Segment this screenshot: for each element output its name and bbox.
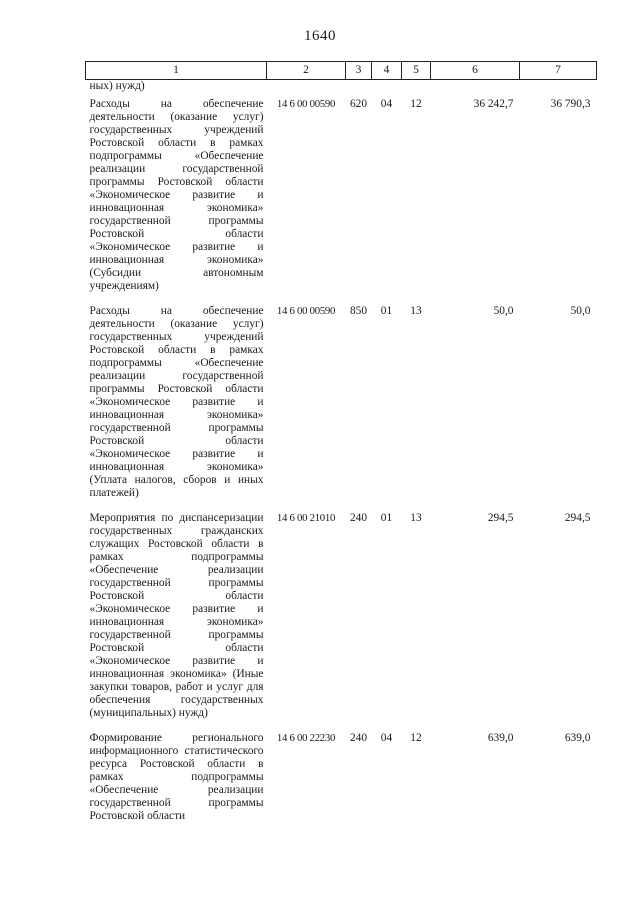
- table-row: [86, 730, 597, 833]
- row-section: 04: [380, 732, 393, 744]
- continuation-row: [86, 80, 597, 97]
- row-sum-2: 639,0: [564, 732, 591, 744]
- row-target-code: 14 6 00 21010: [276, 512, 336, 524]
- continuation-text: ных) нужд): [89, 80, 145, 92]
- row-target-code: 14 6 00 00590: [276, 98, 336, 110]
- row-expense-type: 240: [349, 732, 368, 744]
- row-section: 01: [380, 305, 393, 317]
- row-name: Расходы на обеспечение деятельности (оказание услуг) государственных учреждений Ростовской области в рамках подпрограммы «Обеспечение реализации государственной программы Ростовской области «Экономическое развитие и инновационная экономика» государственной программы Ростовской области «Экономическое развитие и инновационная экономика» (Субсидии автономным учреждениям): [89, 98, 264, 292]
- row-section: 04: [380, 98, 393, 110]
- row-subsection: 13: [410, 305, 422, 317]
- row-subsection: 12: [410, 732, 422, 744]
- header-col-4: 4: [372, 62, 402, 80]
- row-name: Расходы на обеспечение деятельности (оказание услуг) государственных учреждений Ростовской области в рамках подпрограммы «Обеспечение реализации государственной программы Ростовской области «Экономическое развитие и инновационная экономика» государственной программы Ростовской области «Экономическое развитие и инновационная экономика» (Уплата налогов, сборов и иных платежей): [89, 305, 264, 499]
- page-number: 1640: [304, 28, 336, 44]
- row-subsection: 12: [410, 98, 422, 110]
- header-col-2: 2: [267, 62, 346, 80]
- header-row: [86, 62, 597, 80]
- row-name: Мероприятия по диспансеризации государственных гражданских служащих Ростовской области в рамках подпрограммы «Обеспечение реализации государственной программы Ростовской области «Экономическое развитие и инновационная экономика» государственной программы Ростовской области «Экономическое развитие и инновационная экономика» (Иные закупки товаров, работ и услуг для обеспечения государственных (муниципальных) нужд): [89, 512, 264, 719]
- row-section: 01: [380, 512, 393, 524]
- header-col-1: 1: [86, 62, 267, 80]
- header-col-6: 6: [431, 62, 520, 80]
- row-sum-2: 36 790,3: [550, 98, 591, 110]
- row-expense-type: 850: [349, 305, 368, 317]
- budget-table: [85, 61, 597, 833]
- row-sum-1: 36 242,7: [473, 98, 514, 110]
- row-sum-2: 50,0: [570, 305, 591, 317]
- row-name: Формирование регионального информационного статистического ресурса Ростовской области в рамках подпрограммы «Обеспечение реализации государственной программы Ростовской области: [89, 732, 264, 822]
- row-target-code: 14 6 00 00590: [276, 305, 336, 317]
- table-row: [86, 96, 597, 303]
- table-row: [86, 303, 597, 510]
- table-row: [86, 510, 597, 730]
- row-subsection: 13: [410, 512, 422, 524]
- row-sum-1: 50,0: [493, 305, 514, 317]
- header-col-7: 7: [520, 62, 597, 80]
- row-sum-1: 294,5: [487, 512, 514, 524]
- row-sum-2: 294,5: [564, 512, 591, 524]
- row-sum-1: 639,0: [487, 732, 514, 744]
- row-expense-type: 240: [349, 512, 368, 524]
- row-target-code: 14 6 00 22230: [276, 732, 336, 744]
- header-col-5: 5: [402, 62, 431, 80]
- row-expense-type: 620: [349, 98, 368, 110]
- header-col-3: 3: [346, 62, 372, 80]
